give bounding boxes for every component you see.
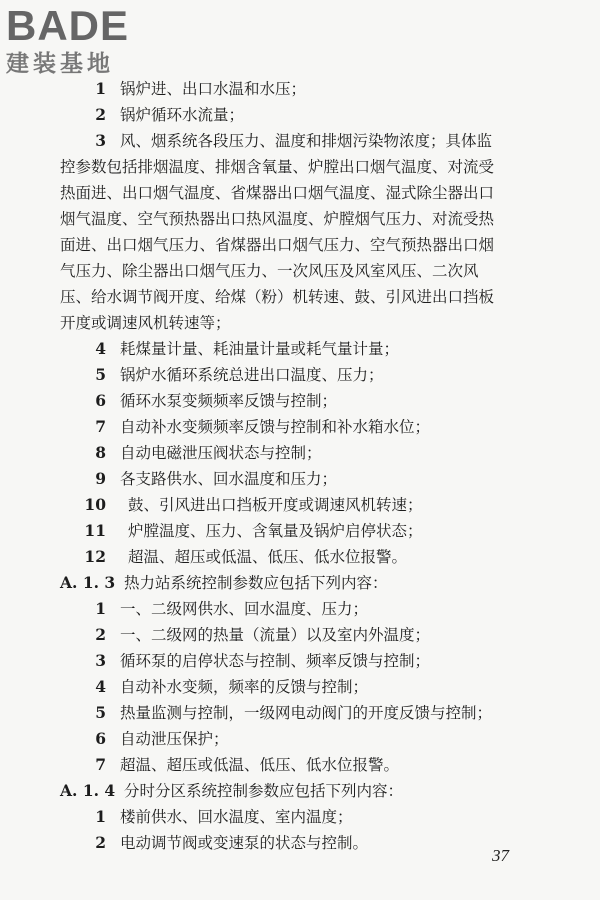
list-item xyxy=(0,752,600,778)
item-number: 2 xyxy=(95,105,106,124)
list-item xyxy=(0,518,600,544)
list-item xyxy=(0,336,600,362)
item-text: 一、二级网的热量（流量）以及室内外温度； xyxy=(120,626,431,644)
item-text: 自动电磁泄压阀状态与控制； xyxy=(120,444,322,462)
paragraph-line: 开度或调速风机转速等； xyxy=(60,314,231,332)
item-text: 一、二级网供水、回水温度、压力； xyxy=(120,600,369,618)
item-number: 6 xyxy=(95,729,106,748)
section-title: 热力站系统控制参数应包括下列内容： xyxy=(124,574,388,592)
item-number: 1 xyxy=(95,599,106,618)
logo-subtitle: 建装基地 xyxy=(6,51,114,77)
list-item xyxy=(0,466,600,492)
item-number: 12 xyxy=(84,547,106,566)
item-number: 1 xyxy=(95,79,106,98)
list-item xyxy=(0,544,600,570)
page-number: 37 xyxy=(492,846,509,865)
section-code: A. 1. 4 xyxy=(60,781,116,800)
list-item xyxy=(0,804,600,830)
paragraph-line: 烟气温度、空气预热器出口热风温度、炉膛烟气压力、对流受热 xyxy=(60,210,495,228)
item-number: 2 xyxy=(95,625,106,644)
list-item xyxy=(0,128,600,154)
item-number: 3 xyxy=(95,651,106,670)
item-text: 自动泄压保护； xyxy=(120,730,229,748)
item-number: 8 xyxy=(95,443,106,462)
item-text: 鼓、引风进出口挡板开度或调速风机转速； xyxy=(128,496,423,514)
section-heading xyxy=(0,778,600,804)
item-number: 4 xyxy=(95,339,106,358)
item-text: 电动调节阀或变速泵的状态与控制。 xyxy=(120,834,369,852)
item-text: 超温、超压或低温、低压、低水位报警。 xyxy=(128,548,408,566)
item-number: 1 xyxy=(95,807,106,826)
item-number: 7 xyxy=(95,755,106,774)
item-text: 锅炉循环水流量； xyxy=(120,106,245,124)
list-item xyxy=(0,102,600,128)
item-text: 锅炉水循环系统总进出口温度、压力； xyxy=(120,366,384,384)
item-text: 耗煤量计量、耗油量计量或耗气量计量； xyxy=(120,340,400,358)
item-number: 10 xyxy=(84,495,106,514)
paragraph-line: 热面进、出口烟气温度、省煤器出口烟气温度、湿式除尘器出口 xyxy=(60,184,495,202)
item-number: 4 xyxy=(95,677,106,696)
bade-logo xyxy=(6,4,129,78)
item-text: 自动补水变频，频率的反馈与控制； xyxy=(120,678,369,696)
item-number: 7 xyxy=(95,417,106,436)
item-number: 6 xyxy=(95,391,106,410)
paragraph-line: 压、给水调节阀开度、给煤（粉）机转速、鼓、引风进出口挡板 xyxy=(60,288,495,306)
list-item xyxy=(0,76,600,102)
list-item xyxy=(0,622,600,648)
document-body xyxy=(0,76,600,856)
list-item xyxy=(0,596,600,622)
item-number: 5 xyxy=(95,703,106,722)
item-text: 循环水泵变频频率反馈与控制； xyxy=(120,392,338,410)
item-text: 锅炉进、出口水温和水压； xyxy=(120,80,307,98)
paragraph-line: 面进、出口烟气压力、省煤器出口烟气压力、空气预热器出口烟 xyxy=(60,236,495,254)
item-text: 风、烟系统各段压力、温度和排烟污染物浓度；具体监 xyxy=(120,132,493,150)
list-item xyxy=(0,362,600,388)
list-item xyxy=(0,414,600,440)
item-text: 超温、超压或低温、低压、低水位报警。 xyxy=(120,756,400,774)
item-text: 自动补水变频频率反馈与控制和补水箱水位； xyxy=(120,418,431,436)
list-item xyxy=(0,830,600,856)
list-item xyxy=(0,726,600,752)
list-item xyxy=(0,492,600,518)
paragraph-line: 控参数包括排烟温度、排烟含氧量、炉膛出口烟气温度、对流受 xyxy=(60,158,495,176)
item-number: 3 xyxy=(95,131,106,150)
paragraph-line: 气压力、除尘器出口烟气压力、一次风压及风室风压、二次风 xyxy=(60,262,479,280)
list-item xyxy=(0,440,600,466)
list-item xyxy=(0,648,600,674)
list-item xyxy=(0,388,600,414)
item-text: 各支路供水、回水温度和压力； xyxy=(120,470,338,488)
item-text: 楼前供水、回水温度、室内温度； xyxy=(120,808,353,826)
item-text: 炉膛温度、压力、含氧量及锅炉启停状态； xyxy=(128,522,423,540)
item-number: 11 xyxy=(84,521,106,540)
item-number: 5 xyxy=(95,365,106,384)
item-number: 2 xyxy=(95,833,106,852)
list-item xyxy=(0,700,600,726)
section-title: 分时分区系统控制参数应包括下列内容： xyxy=(124,782,404,800)
logo-wordmark: BADE xyxy=(6,2,130,49)
section-code: A. 1. 3 xyxy=(60,573,116,592)
list-item xyxy=(0,674,600,700)
item-text: 循环泵的启停状态与控制、频率反馈与控制； xyxy=(120,652,431,670)
item-text: 热量监测与控制，一级网电动阀门的开度反馈与控制； xyxy=(120,704,493,722)
item-number: 9 xyxy=(95,469,106,488)
section-heading xyxy=(0,570,600,596)
